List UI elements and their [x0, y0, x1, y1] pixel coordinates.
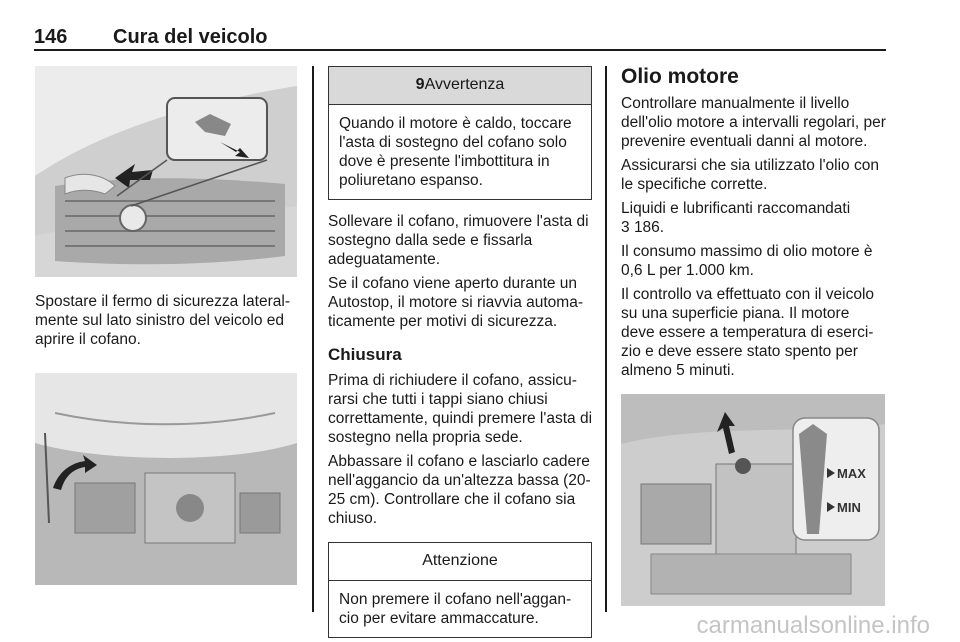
- paragraph-reference: [621, 199, 886, 237]
- warning-title: Avvertenza: [424, 76, 505, 93]
- column-left: [35, 66, 297, 585]
- hood-release-photo: [35, 66, 297, 277]
- paragraph: Abbassare il cofano e lasciarlo cadere nell'aggancio da un'altezza bassa (20-25 cm). Controllare che il cofano sia chiuso.: [328, 453, 591, 527]
- open-engine-bay-photo: [35, 373, 297, 585]
- oil-dipstick-photo: [621, 394, 885, 606]
- column-right: [621, 66, 886, 606]
- watermark: carmanualsonline.info: [696, 612, 930, 639]
- page-reference-icon: 3: [621, 219, 630, 236]
- header-rule: [34, 49, 886, 51]
- paragraph: Il consumo massimo di olio motore è 0,6 L per 1.000 km.: [621, 243, 873, 279]
- caption-hood-release: Spostare il fermo di sicurezza lateral-mente sul lato sinistro del veicolo ed aprire il cofano.: [35, 293, 290, 348]
- paragraph: Il controllo va effettuato con il veicolo su una superficie piana. Il motore deve essere a temperatura di eserci-zio e deve essere stato spento per almeno 5 minuti.: [621, 286, 875, 379]
- caution-box: [328, 542, 592, 638]
- section-heading-engine-oil: Olio motore: [621, 65, 739, 88]
- paragraph: Controllare manualmente il livello dell'olio motore a intervalli regolari, per prevenire eventuali danni al motore.: [621, 95, 886, 150]
- paragraph: Se il cofano viene aperto durante un Autostop, il motore si riavvia automa-ticamente per motivi di sicurezza.: [328, 275, 583, 330]
- caution-body: Non premere il cofano nell'aggan-cio per evitare ammaccature.: [339, 591, 572, 627]
- paragraph: Sollevare il cofano, rimuovere l'asta di sostegno dalla sede e fissarla adeguatamente.: [328, 213, 589, 268]
- subheading-closing: Chiusura: [328, 345, 402, 364]
- paragraph: Assicurarsi che sia utilizzato l'olio con le specifiche corrette.: [621, 157, 879, 193]
- reference-text: Liquidi e lubrificanti raccomandati: [621, 200, 851, 217]
- caution-title: Attenzione: [329, 543, 591, 581]
- page-number: 146: [34, 26, 68, 48]
- section-title: Cura del veicolo: [113, 26, 268, 48]
- warning-header: [329, 67, 591, 105]
- warning-box: [328, 66, 592, 200]
- column-divider: [605, 66, 607, 612]
- paragraph: Prima di richiudere il cofano, assicu-rarsi che tutti i tappi siano chiusi correttamente, quindi premere l'asta di sostegno nella propria sede.: [328, 372, 593, 446]
- warning-body: Quando il motore è caldo, toccare l'asta di sostegno del cofano solo dove è presente l'imbottitura in poliuretano espanso.: [339, 115, 572, 189]
- dipstick-min-label: MIN: [837, 500, 861, 515]
- column-middle: [328, 66, 592, 638]
- dipstick-max-label: MAX: [837, 466, 866, 481]
- page-reference-link[interactable]: 186.: [633, 219, 665, 236]
- column-divider: [312, 66, 314, 612]
- warning-icon: 9: [415, 76, 425, 93]
